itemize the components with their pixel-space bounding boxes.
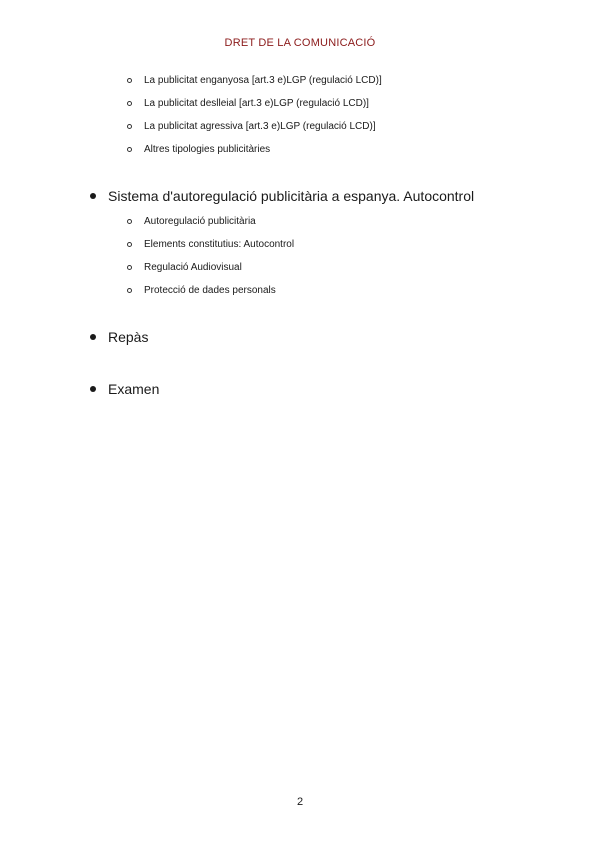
list-item	[127, 215, 294, 238]
list-item	[127, 97, 382, 120]
section-title: Examen	[108, 381, 160, 397]
hollow-bullet-icon	[127, 219, 132, 224]
list-item-text: La publicitat enganyosa [art.3 e)LGP (regulació LCD)]	[144, 75, 382, 86]
hollow-bullet-icon	[127, 288, 132, 293]
list-item	[127, 143, 382, 166]
hollow-bullet-icon	[127, 147, 132, 152]
list-item	[127, 120, 382, 143]
list-item-text: Elements constitutius: Autocontrol	[144, 239, 295, 250]
list-item-text: La publicitat deslleial [art.3 e)LGP (regulació LCD)]	[144, 98, 369, 109]
list-item	[127, 284, 294, 307]
list-item	[127, 238, 294, 261]
list-item-text: Protecció de dades personals	[144, 285, 276, 296]
list-item-text: La publicitat agressiva [art.3 e)LGP (regulació LCD)]	[144, 121, 376, 132]
list-item-text: Regulació Audiovisual	[144, 262, 242, 273]
hollow-bullet-icon	[127, 242, 132, 247]
section-title: Repàs	[108, 329, 149, 345]
list-item	[127, 261, 294, 284]
filled-bullet-icon	[90, 193, 96, 199]
section-heading-examen	[90, 380, 159, 398]
hollow-bullet-icon	[127, 124, 132, 129]
sub-list-publicitat-types	[127, 74, 382, 166]
list-item	[127, 74, 382, 97]
sub-list-autocontrol	[127, 215, 294, 307]
filled-bullet-icon	[90, 334, 96, 340]
hollow-bullet-icon	[127, 78, 132, 83]
hollow-bullet-icon	[127, 265, 132, 270]
section-heading-repas	[90, 328, 148, 346]
list-item-text: Autoregulació publicitària	[144, 216, 256, 227]
page-header-title: DRET DE LA COMUNICACIÓ	[224, 37, 376, 49]
section-title: Sistema d'autoregulació publicitària a espanya. Autocontrol	[108, 188, 475, 204]
section-heading-autocontrol	[90, 187, 474, 205]
page-number: 2	[296, 796, 304, 808]
filled-bullet-icon	[90, 386, 96, 392]
hollow-bullet-icon	[127, 101, 132, 106]
list-item-text: Altres tipologies publicitàries	[144, 144, 271, 155]
